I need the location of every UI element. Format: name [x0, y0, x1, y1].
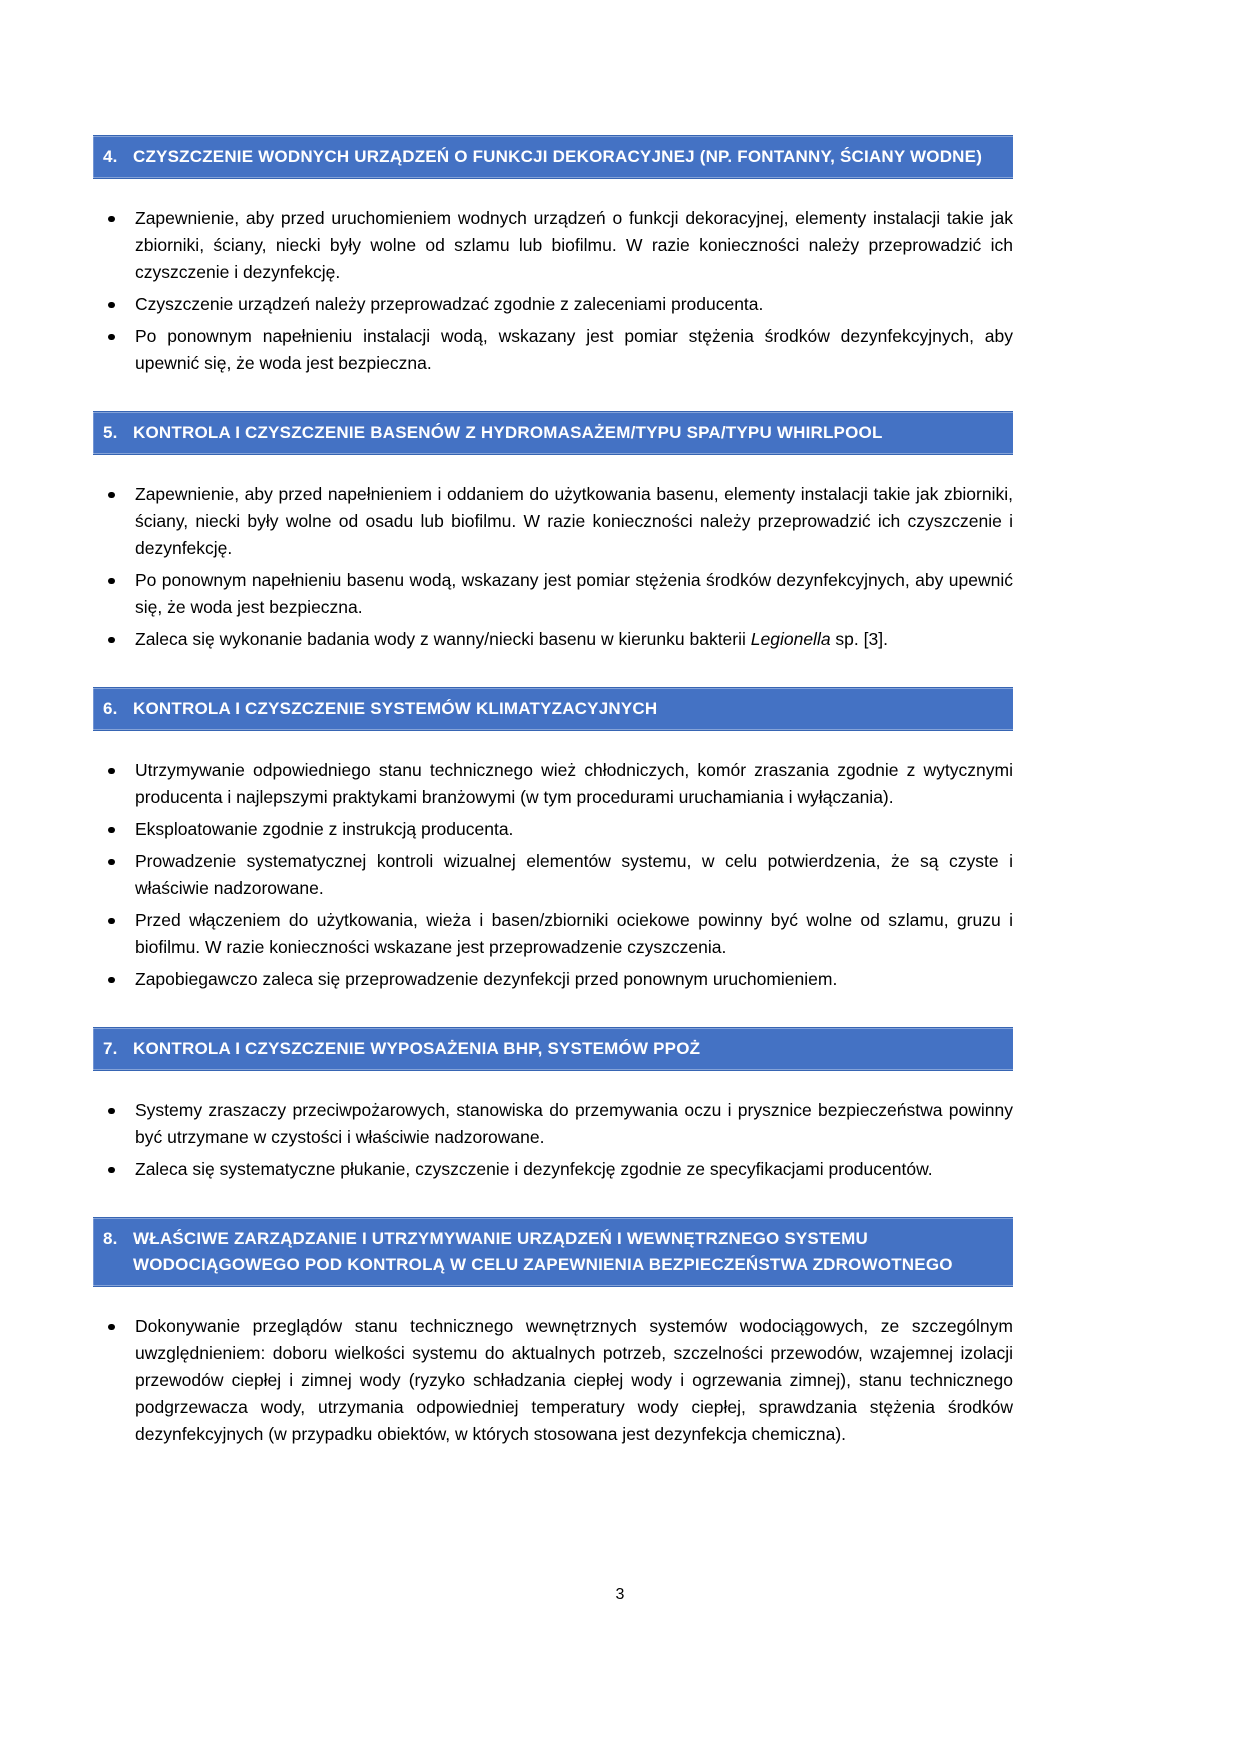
section-title: CZYSZCZENIE WODNYCH URZĄDZEŃ O FUNKCJI DEKORACYJNEJ (NP. FONTANNY, ŚCIANY WODNE)	[133, 147, 983, 166]
bullet-item: Zapewnienie, aby przed napełnieniem i oddaniem do użytkowania basenu, elementy instalacji takie jak zbiorniki, ściany, niecki były wolne od osadu lub biofilmu. W razie konieczności należy przeprowadzić ich czyszczenie i dezynfekcję.	[93, 481, 1013, 562]
bullet-item: Przed włączeniem do użytkowania, wieża i basen/zbiorniki ociekowe powinny być wolne od szlamu, gruzu i biofilmu. W razie konieczności wskazane jest przeprowadzenie czyszczenia.	[93, 907, 1013, 961]
document-page	[93, 135, 1013, 1482]
bullet-item: Dokonywanie przeglądów stanu technicznego wewnętrznych systemów wodociągowych, ze szczególnym uwzględnieniem: doboru wielkości systemu do aktualnych potrzeb, szczelności przewodów, wzajemnej izolacji przewodów ciepłej i zimnej wody (ryzyko schładzania ciepłej wody i ogrzewania zimnej), stanu technicznego podgrzewacza wody, utrzymania odpowiedniej temperatury wody ciepłej, sprawdzania stężenia środków dezynfekcyjnych (w przypadku obiektów, w których stosowana jest dezynfekcja chemiczna).	[93, 1313, 1013, 1448]
section-header	[93, 1217, 1013, 1287]
section-number: 5.	[103, 423, 118, 442]
section-number: 6.	[103, 699, 118, 718]
section-header	[93, 135, 1013, 179]
bullet-item: Prowadzenie systematycznej kontroli wizualnej elementów systemu, w celu potwierdzenia, że są czyste i właściwie nadzorowane.	[93, 848, 1013, 902]
bullet-item: Utrzymywanie odpowiedniego stanu technicznego wież chłodniczych, komór zraszania zgodnie z wytycznymi producenta i najlepszymi praktykami branżowymi (w tym procedurami uruchamiania i wyłączania).	[93, 757, 1013, 811]
bullet-list	[93, 757, 1013, 993]
bullet-list	[93, 205, 1013, 377]
text-segment: Zaleca się wykonanie badania wody z wanny/niecki basenu w kierunku bakterii	[135, 629, 751, 649]
section-header	[93, 687, 1013, 731]
bullet-item	[93, 626, 1013, 653]
bullet-list	[93, 481, 1013, 653]
page-number: 3	[615, 1586, 625, 1603]
bullet-item: Zaleca się systematyczne płukanie, czyszczenie i dezynfekcję zgodnie ze specyfikacjami producentów.	[93, 1156, 1013, 1183]
section-header	[93, 411, 1013, 455]
section-number: 8.	[103, 1229, 118, 1248]
bullet-item: Eksploatowanie zgodnie z instrukcją producenta.	[93, 816, 1013, 843]
text-segment: sp. [3].	[830, 629, 888, 649]
bullet-item: Zapewnienie, aby przed uruchomieniem wodnych urządzeń o funkcji dekoracyjnej, elementy instalacji takie jak zbiorniki, ściany, niecki były wolne od szlamu lub biofilmu. W razie konieczności należy przeprowadzić ich czyszczenie i dezynfekcję.	[93, 205, 1013, 286]
section-number: 4.	[103, 147, 118, 166]
italic-term: Legionella	[750, 629, 831, 649]
section-title: KONTROLA I CZYSZCZENIE BASENÓW Z HYDROMASAŻEM/TYPU SPA/TYPU WHIRLPOOL	[133, 423, 883, 442]
bullet-list	[93, 1097, 1013, 1183]
section-title: KONTROLA I CZYSZCZENIE WYPOSAŻENIA BHP, SYSTEMÓW PPOŻ	[133, 1039, 701, 1058]
bullet-item: Czyszczenie urządzeń należy przeprowadzać zgodnie z zaleceniami producenta.	[93, 291, 1013, 318]
bullet-item: Po ponownym napełnieniu instalacji wodą, wskazany jest pomiar stężenia środków dezynfekcyjnych, aby upewnić się, że woda jest bezpieczna.	[93, 323, 1013, 377]
bullet-item: Zapobiegawczo zaleca się przeprowadzenie dezynfekcji przed ponownym uruchomieniem.	[93, 966, 1013, 993]
section-header	[93, 1027, 1013, 1071]
section-title: WŁAŚCIWE ZARZĄDZANIE I UTRZYMYWANIE URZĄDZEŃ I WEWNĘTRZNEGO SYSTEMU WODOCIĄGOWEGO POD KONTROLĄ W CELU ZAPEWNIENIA BEZPIECZEŃSTWA ZDROWOTNEGO	[133, 1229, 953, 1274]
bullet-list	[93, 1313, 1013, 1448]
sections-container	[93, 135, 1013, 1448]
section-number: 7.	[103, 1039, 118, 1058]
bullet-item: Systemy zraszaczy przeciwpożarowych, stanowiska do przemywania oczu i prysznice bezpieczeństwa powinny być utrzymane w czystości i właściwie nadzorowane.	[93, 1097, 1013, 1151]
section-title: KONTROLA I CZYSZCZENIE SYSTEMÓW KLIMATYZACYJNYCH	[133, 699, 658, 718]
bullet-item: Po ponownym napełnieniu basenu wodą, wskazany jest pomiar stężenia środków dezynfekcyjnych, aby upewnić się, że woda jest bezpieczna.	[93, 567, 1013, 621]
